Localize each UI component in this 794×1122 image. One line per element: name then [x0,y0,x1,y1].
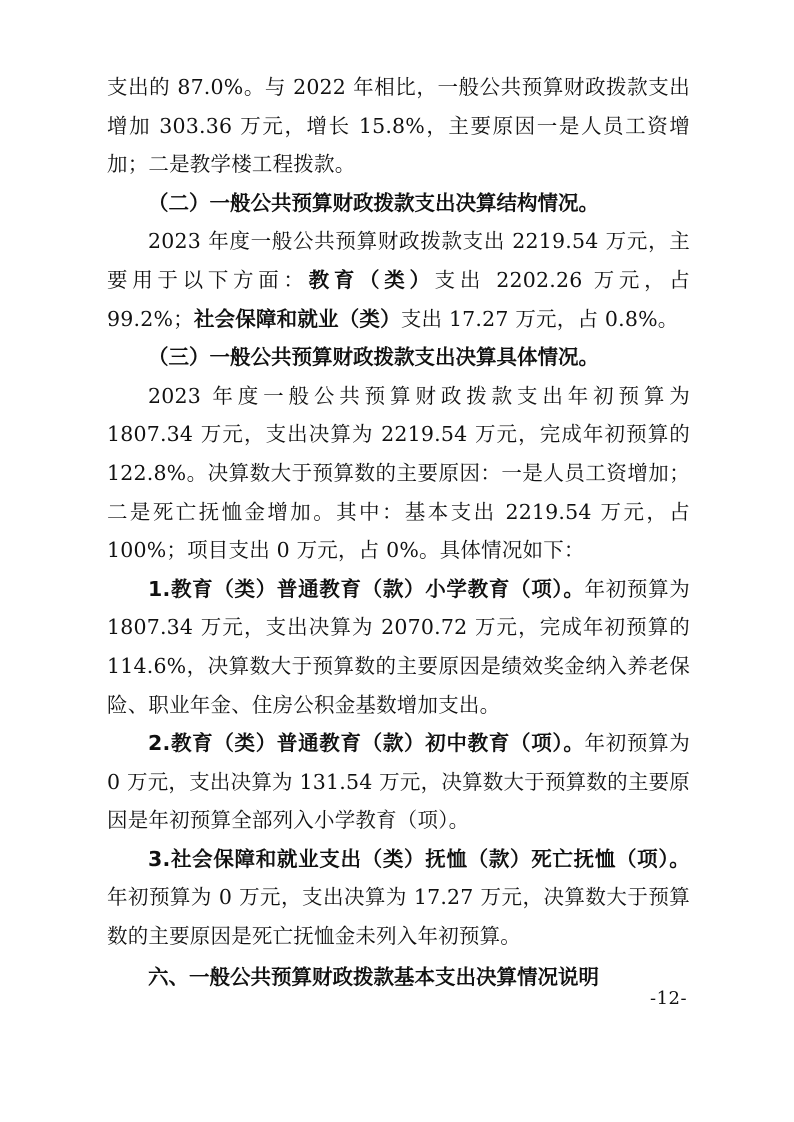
detail-item-label: 1.教育（类）普通教育（款）小学教育（项）。 [148,576,585,601]
structure-item1-label: 教育（类） [308,267,435,292]
detail-item-text: 年初预算为 0 万元，支出决算为 17.27 万元，决算数大于预算数的主要原因是死亡抚恤金未列入年初预算。 [107,885,690,949]
section-heading-details: （三）一般公共预算财政拨款支出决算具体情况。 [148,345,599,370]
detail-item-text: 年初预算为 0 万元，支出决算为 131.54 万元，决算数大于预算数的主要原因是年初预算全部列入小学教育（项）。 [107,731,690,833]
document-body [107,68,690,996]
section-heading-structure: （二）一般公共预算财政拨款支出决算结构情况。 [148,190,599,215]
paragraph-details: 2023 年度一般公共预算财政拨款支出年初预算为 1807.34 万元，支出决算为 2219.54 万元，完成年初预算的 122.8%。决算数大于预算数的主要原因：一是人员工资增加；二是死亡抚恤金增加。其中：基本支出 2219.54 万元，占 100%；项目支出 0 万元，占 0%。具体情况如下： [107,383,690,563]
detail-item [107,724,690,840]
paragraph-structure [107,222,690,338]
detail-item [107,840,690,956]
page-number: -12- [650,988,688,1009]
detail-item-label: 2.教育（类）普通教育（款）初中教育（项）。 [148,731,585,756]
detail-item-label: 3.社会保障和就业支出（类）抚恤（款）死亡抚恤（项）。 [148,846,690,871]
structure-item1-text: 支出 2202.26 万元，占 99.2%； [107,267,691,331]
detail-item-text: 年初预算为 1807.34 万元，支出决算为 2070.72 万元，完成年初预算的 114.6%，决算数大于预算数的主要原因是绩效奖金纳入养老保险、职业年金、住房公积金基数增加支出。 [107,576,690,717]
structure-item2-text: 支出 17.27 万元，占 0.8%。 [400,306,679,331]
paragraph-continuation: 支出的 87.0%。与 2022 年相比，一般公共预算财政拨款支出增加 303.36 万元，增长 15.8%，主要原因一是人员工资增加；二是教学楼工程拨款。 [107,75,690,177]
structure-item2-label: 社会保障和就业（类） [193,306,401,331]
structure-intro: 2023 年度一般公共预算财政拨款支出 2219.54 万元，主要用于以下方面： [107,229,690,292]
section-heading-basic-expenditure: 六、一般公共预算财政拨款基本支出决算情况说明 [148,964,599,989]
detail-item [107,570,690,724]
